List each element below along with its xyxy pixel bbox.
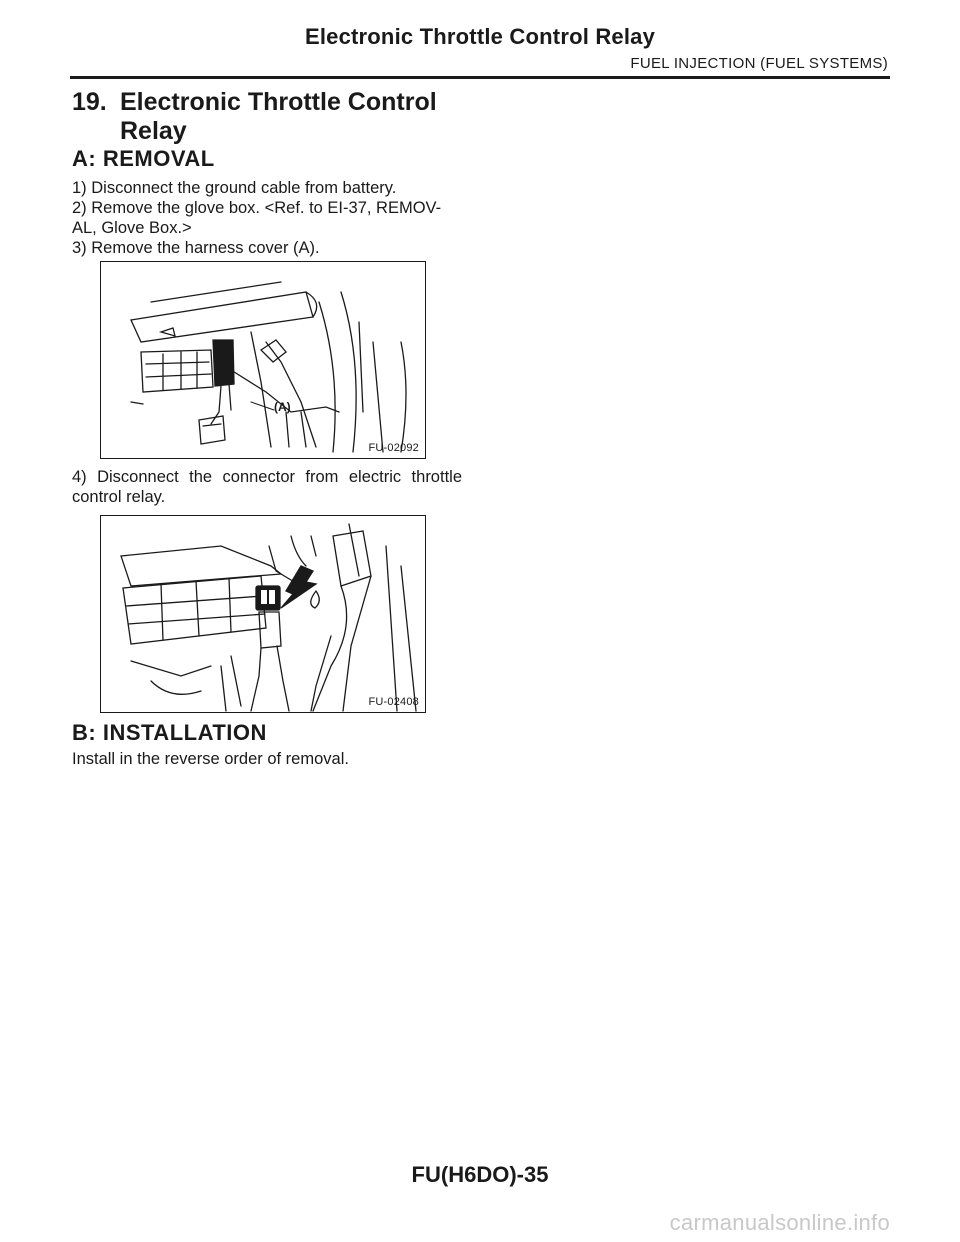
figure-code: FU-02092: [368, 442, 419, 454]
removal-step-2: 2) Remove the glove box. <Ref. to EI-37, REMOV-: [72, 199, 442, 217]
installation-heading: B: INSTALLATION: [72, 720, 267, 745]
installation-block: [72, 720, 462, 769]
removal-step-2-cont: AL, Glove Box.>: [72, 219, 192, 237]
removal-step-4: 4) Disconnect the connector from electric throttle control relay.: [72, 468, 462, 506]
watermark: carmanualsonline.info: [669, 1210, 890, 1235]
relay-connector-illustration: [101, 516, 425, 712]
page-header-subtitle: FUEL INJECTION (FUEL SYSTEMS): [630, 55, 888, 72]
page-header-title: Electronic Throttle Control Relay: [304, 24, 656, 49]
removal-step-1: 1) Disconnect the ground cable from battery.: [72, 179, 397, 197]
figure-code: FU-02408: [368, 696, 419, 708]
figure-relay-connector: [100, 515, 426, 713]
section-title-line2: Relay: [120, 117, 187, 145]
removal-step-3: 3) Remove the harness cover (A).: [72, 239, 320, 257]
section-heading: [72, 88, 472, 146]
figure-harness-cover: [100, 261, 426, 459]
section-title-line1: Electronic Throttle Control: [120, 88, 437, 116]
header-divider: [70, 76, 890, 79]
removal-block: [72, 146, 462, 258]
installation-text: Install in the reverse order of removal.: [72, 750, 349, 768]
removal-heading: A: REMOVAL: [72, 146, 215, 171]
figure-callout-a: (A): [274, 400, 291, 414]
page-number: FU(H6DO)-35: [411, 1162, 549, 1187]
harness-cover-illustration: [101, 262, 425, 458]
section-number: 19.: [72, 88, 107, 116]
